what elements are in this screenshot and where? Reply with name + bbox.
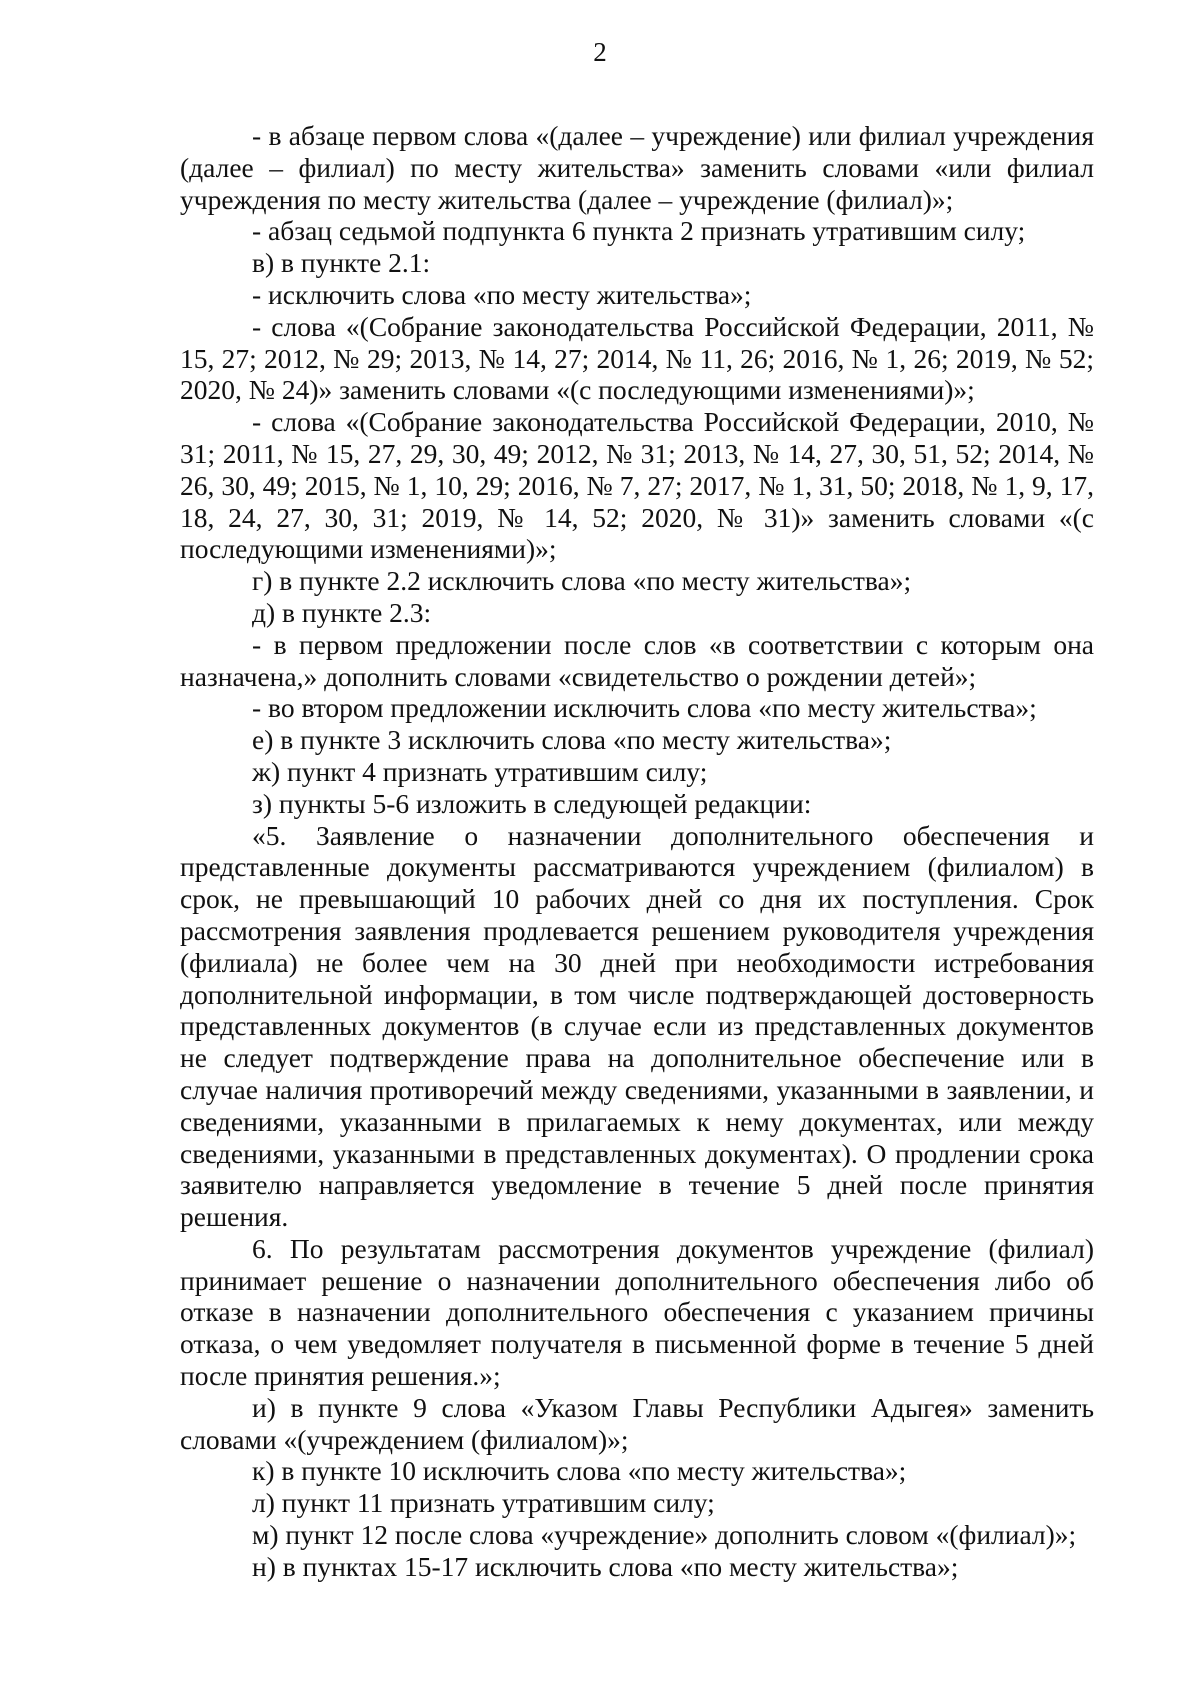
paragraph: - абзац седьмой подпункта 6 пункта 2 признать утратившим силу; xyxy=(252,215,1026,247)
document-body xyxy=(180,120,1094,1583)
paragraph: - слова «(Собрание законодательства Российской Федерации, 2011, № 15, 27; 2012, № 29; 2013, № 14, 27; 2014, № 11, 26; 2016, № 1, 26; 2019, № 52; 2020, № 24)» заменить словами «(с последующими изменениями)»; xyxy=(180,310,1094,406)
paragraph: д) в пункте 2.3: xyxy=(252,596,432,628)
paragraph: ж) пункт 4 признать утратившим силу; xyxy=(252,755,708,787)
paragraph: н) в пунктах 15-17 исключить слова «по месту жительства»; xyxy=(252,1550,959,1582)
paragraph: - слова «(Собрание законодательства Российской Федерации, 2010, № 31; 2011, № 15, 27, 29, 30, 49; 2012, № 31; 2013, № 14, 27, 30, 51, 52; 2014, № 26, 30, 49; 2015, № 1, 10, 29; 2016, № 7, 27; 2017, № 1, 31, 50; 2018, № 1, 9, 17, 18, 24, 27, 30, 31; 2019, № 14, 52; 2020, № 31)» заменить словами «(с последующими изменениями)»; xyxy=(180,406,1094,565)
paragraph: г) в пункте 2.2 исключить слова «по месту жительства»; xyxy=(252,565,912,597)
paragraph: в) в пункте 2.1: xyxy=(252,247,431,279)
paragraph: л) пункт 11 признать утратившим силу; xyxy=(252,1487,715,1519)
paragraph: - в первом предложении после слов «в соответствии с которым она назначена,» дополнить словами «свидетельство о рождении детей»; xyxy=(180,628,1094,692)
paragraph: м) пункт 12 после слова «учреждение» дополнить словом «(филиал)»; xyxy=(252,1519,1077,1551)
paragraph: «5. Заявление о назначении дополнительного обеспечения и представленные документы рассматриваются учреждением (филиалом) в срок, не превышающий 10 рабочих дней со дня их поступления. Срок рассмотрения заявления продлевается решением руководителя учреждения (филиала) не более чем на 30 дней при необходимости истребования дополнительной информации, в том числе подтверждающей достоверность представленных документов (в случае если из представленных документов не следует подтверждение права на дополнительное обеспечение или в случае наличия противоречий между сведениями, указанными в заявлении, и сведениями, указанными в прилагаемых к нему документах, или между сведениями, указанными в представленных документах). О продлении срока заявителю направляется уведомление в течение 5 дней после принятия решения. xyxy=(180,819,1094,1233)
paragraph: е) в пункте 3 исключить слова «по месту жительства»; xyxy=(252,724,892,756)
paragraph: к) в пункте 10 исключить слова «по месту жительства»; xyxy=(252,1455,907,1487)
paragraph: и) в пункте 9 слова «Указом Главы Республики Адыгея» заменить словами «(учреждением (филиалом)»; xyxy=(180,1391,1094,1455)
page-number: 2 xyxy=(593,37,607,67)
paragraph: - в абзаце первом слова «(далее – учреждение) или филиал учреждения (далее – филиал) по месту жительства» заменить словами «или филиал учреждения по месту жительства (далее – учреждение (филиал)»; xyxy=(180,120,1094,215)
paragraph: - исключить слова «по месту жительства»; xyxy=(252,278,752,310)
paragraph: 6. По результатам рассмотрения документов учреждение (филиал) принимает решение о назначении дополнительного обеспечения либо об отказе в назначении дополнительного обеспечения с указанием причины отказа, о чем уведомляет получателя в письменной форме в течение 5 дней после принятия решения.»; xyxy=(180,1232,1094,1392)
paragraph: - во втором предложении исключить слова «по месту жительства»; xyxy=(252,692,1037,724)
paragraph: з) пункты 5-6 изложить в следующей редакции: xyxy=(252,787,812,819)
